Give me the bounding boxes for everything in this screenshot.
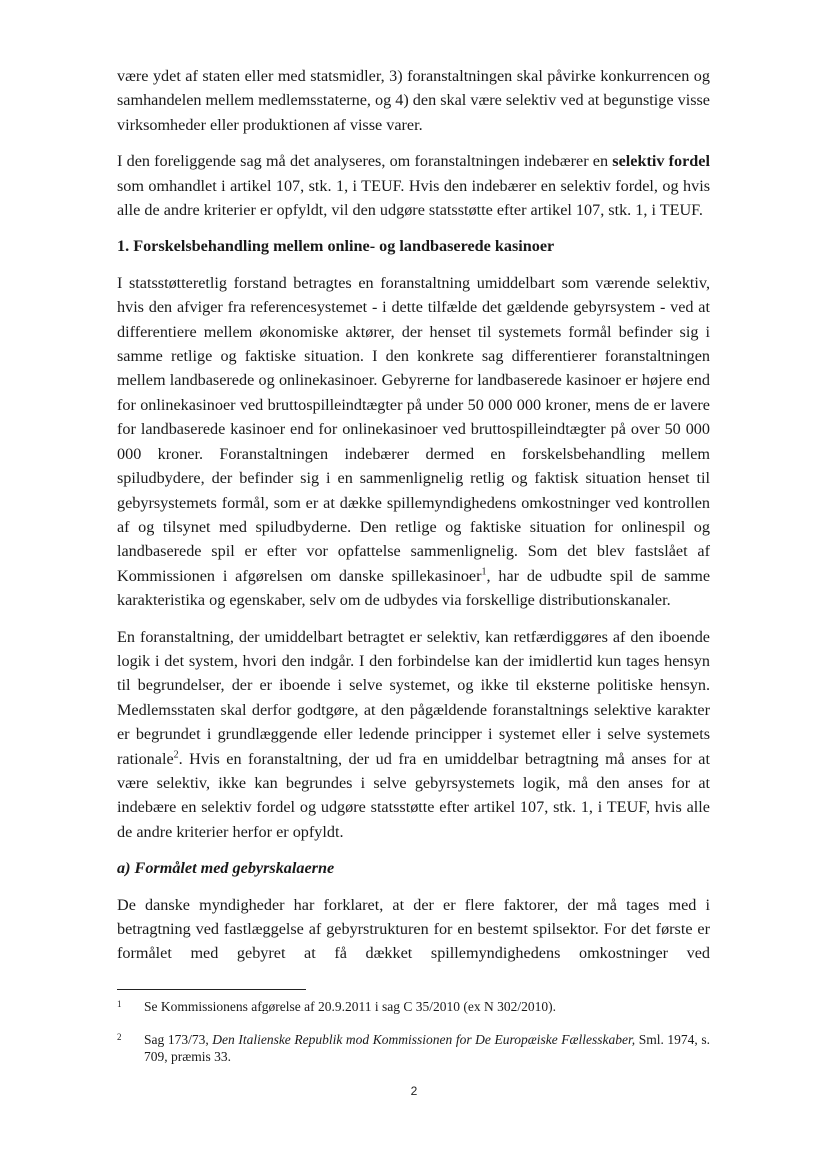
footnote-divider [117,989,306,990]
footnote-number: 1 [117,999,122,1009]
page-number: 2 [410,1084,418,1098]
text: I statsstøtteretlig forstand betragtes en foranstaltning umiddelbart som værende selektiv, hvis den afviger fra referencesystemet - i dette tilfælde det gældende gebyrsystem - ved at differentiere mellem økonomiske aktører, der henset til systemets formål befinder sig i samme retlige og faktiske situation. I den konkrete sag differentierer foranstaltningen mellem landbaserede og onlinekasinoer. Gebyrerne for landbaserede kasinoer er højere end for onlinekasinoer ved bruttospilleindtægter på under 50 000 000 kroner, mens de er lavere for landbaserede kasinoer end for onlinekasinoer ved bruttospilleindtægter på over 50 000 000 kroner. Foranstaltningen indebærer dermed en forskelsbehandling mellem spiludbydere, der befinder sig i en sammenlignelig retlig og faktisk situation henset til gebyrsystemets formål, som er at dække spillemyndighedens omkostninger ved kontrollen af og tilsynet med spiludbyderne. Den retlige og faktiske situation for onlinespil og landbaserede spil er efter vor opfattelse sammenlignelig. Som det blev fastslået af Kommissionen i afgørelsen om danske spillekasinoer [117,273,710,585]
subsection-heading: a) Formålet med gebyrskalaerne [117,859,335,878]
footnote-ref[interactable]: 1 [481,566,487,578]
bold-term: selektiv fordel [612,152,710,171]
footnote [117,998,710,1015]
document-body [117,64,710,978]
footnote-text [144,1031,710,1065]
text: som omhandlet i artikel 107, stk. 1, i TEUF. Hvis den indebærer en selektiv fordel, og hvis alle de andre kriterier er opfyldt, vil den udgøre statsstøtte efter artikel 107, stk. 1, i TEUF. [117,176,710,220]
section-heading: 1. Forskelsbehandling mellem online- og landbaserede kasinoer [117,237,555,256]
text: Sag 173/73, [144,1032,213,1047]
footnote-text: Se Kommissionens afgørelse af 20.9.2011 i sag C 35/2010 (ex N 302/2010). [144,999,556,1014]
footnote-number: 2 [117,1032,122,1042]
text: , har de udbudte spil de samme karakteristika og egenskaber, selv om de udbydes via forskellige distributionskanaler. [117,566,711,610]
paragraph [117,149,710,222]
paragraph [117,271,710,613]
text: Sml. 1974, s. 709, præmis 33. [144,1032,710,1064]
text: En foranstaltning, der umiddelbart betragtet er selektiv, kan retfærdiggøres af den iboende logik i det system, hvori den indgår. I den forbindelse kan der imidlertid kun tages hensyn til begrundelser, der er iboende i selve systemet, og ikke til eksterne politiske hensyn. Medlemsstaten skal derfor godtgøre, at den pågældende foranstaltnings selektive karakter er begrundet i grundlæggende eller ledende principper i systemet eller i selve systemets rationale [117,627,710,768]
paragraph: være ydet af staten eller med statsmidler, 3) foranstaltningen skal påvirke konkurrencen og samhandelen mellem medlemsstaterne, og 4) den skal være selektiv ved at begunstige visse virksomheder eller produktionen af visse varer. [117,67,710,134]
case-title: Den Italienske Republik mod Kommissionen for De Europæiske Fællesskaber, [212,1032,636,1047]
footnote [117,1031,710,1065]
paragraph: De danske myndigheder har forklaret, at der er flere faktorer, der må tages med i betragtning ved fastlæggelse af gebyrstrukturen for en bestemt spilsektor. For det første er formålet med gebyret at få dækket spillemyndighedens omkostninger ved [117,895,710,963]
text: . Hvis en foranstaltning, der ud fra en umiddelbar betragtning må anses for at være selektiv, ikke kan begrundes i selve gebyrsystemets logik, må den anses for at indebære en selektiv fordel og udgøre statsstøtte efter artikel 107, stk. 1, i TEUF, hvis alle de andre kriterier herfor er opfyldt. [117,749,710,841]
footnote-ref[interactable]: 2 [173,749,179,761]
text: I den foreliggende sag må det analyseres, om foranstaltningen indebærer en [117,152,613,171]
paragraph [117,625,710,845]
